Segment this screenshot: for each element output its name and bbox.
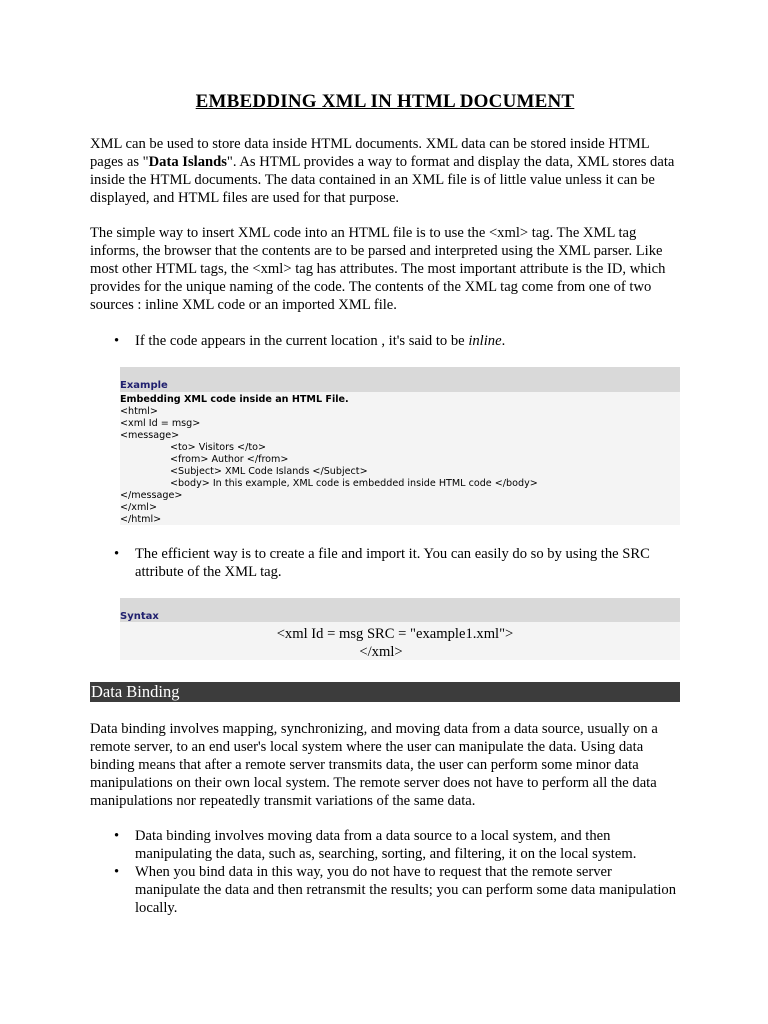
example-header (120, 367, 680, 392)
example-code-line: </html> (120, 514, 162, 525)
example-code-line: <message> (120, 430, 180, 441)
section-heading-data-binding: Data Binding (90, 682, 680, 702)
bullet-inline-text: If the code appears in the current location , it's said to be (135, 333, 469, 349)
example-heading: Embedding XML code inside an HTML File. (120, 394, 349, 405)
bullet-inline-end: . (501, 333, 506, 349)
syntax-line-close: </xml> (359, 644, 403, 660)
example-code (120, 392, 680, 526)
syntax-line-open: <xml Id = msg SRC = "example1.xml"> (276, 626, 514, 642)
example-code-line: <xml Id = msg> (120, 418, 201, 429)
intro-text-start: XML can be used to store data inside HTML documents. XML data can be stored inside HTML pages as " (90, 136, 650, 170)
syntax-label: Syntax (120, 611, 159, 622)
example-code-line: </message> (120, 490, 183, 501)
bullet-import: • The efficient way is to create a file and import it. You can easily do so by using the SRC attribute of the XML tag. (135, 545, 680, 581)
data-binding-paragraph: Data binding involves mapping, synchronizing, and moving data from a data source, usually on a remote server, to an end user's local system where the user can manipulate the data. Using data binding means that after a remote server transmits data, the user can perform some minor data manipulations on their own local system. The remote server does not have to perform all the data manipulations nor repeatedly transmit variations of the same data. (90, 721, 658, 809)
example-code-line: <body> In this example, XML code is embedded inside HTML code </body> (170, 478, 538, 489)
syntax-header (120, 598, 680, 622)
xml-tag-paragraph: The simple way to insert XML code into an HTML file is to use the <xml> tag. The XML tag informs, the browser that the contents are to be parsed and interpreted using the XML parser. Like most other HTML tags, the <xml> tag has attributes. The most important attribute is the ID, which provides for the unique naming of the code. The contents of the XML tag come from one of two sources : inline XML code or an imported XML file. (90, 225, 666, 313)
example-label: Example (120, 380, 168, 391)
example-code-line: <to> Visitors </to> (170, 442, 267, 453)
syntax-box (120, 598, 680, 660)
page-title: EMBEDDING XML IN HTML DOCUMENT (195, 91, 575, 112)
intro-text-end: ". As HTML provides a way to format and display the data, XML stores data inside the HTML documents. The data contained in an XML file is of little value unless it can be displayed, and HTML files are used for that purpose. (90, 154, 675, 206)
example-code-line: <Subject> XML Code Islands </Subject> (170, 466, 368, 477)
example-code-line: <from> Author </from> (170, 454, 289, 465)
bullet-data-binding-local: • Data binding involves moving data from a data source to a local system, and then manipulating the data, such as, searching, sorting, and filtering, it on the local system. (135, 827, 680, 863)
example-code-line: </xml> (120, 502, 157, 513)
example-code-line: <html> (120, 406, 158, 417)
intro-paragraph (90, 135, 680, 207)
bullet-inline (135, 332, 680, 350)
intro-bold-term: Data Islands (148, 154, 227, 170)
example-box (120, 367, 680, 525)
bullet-inline-italic: inline (468, 333, 502, 349)
bullet-data-binding-remote: • When you bind data in this way, you do not have to request that the remote server manipulate the data and then retransmit the results; you can perform some data manipulation locally. (135, 863, 680, 917)
